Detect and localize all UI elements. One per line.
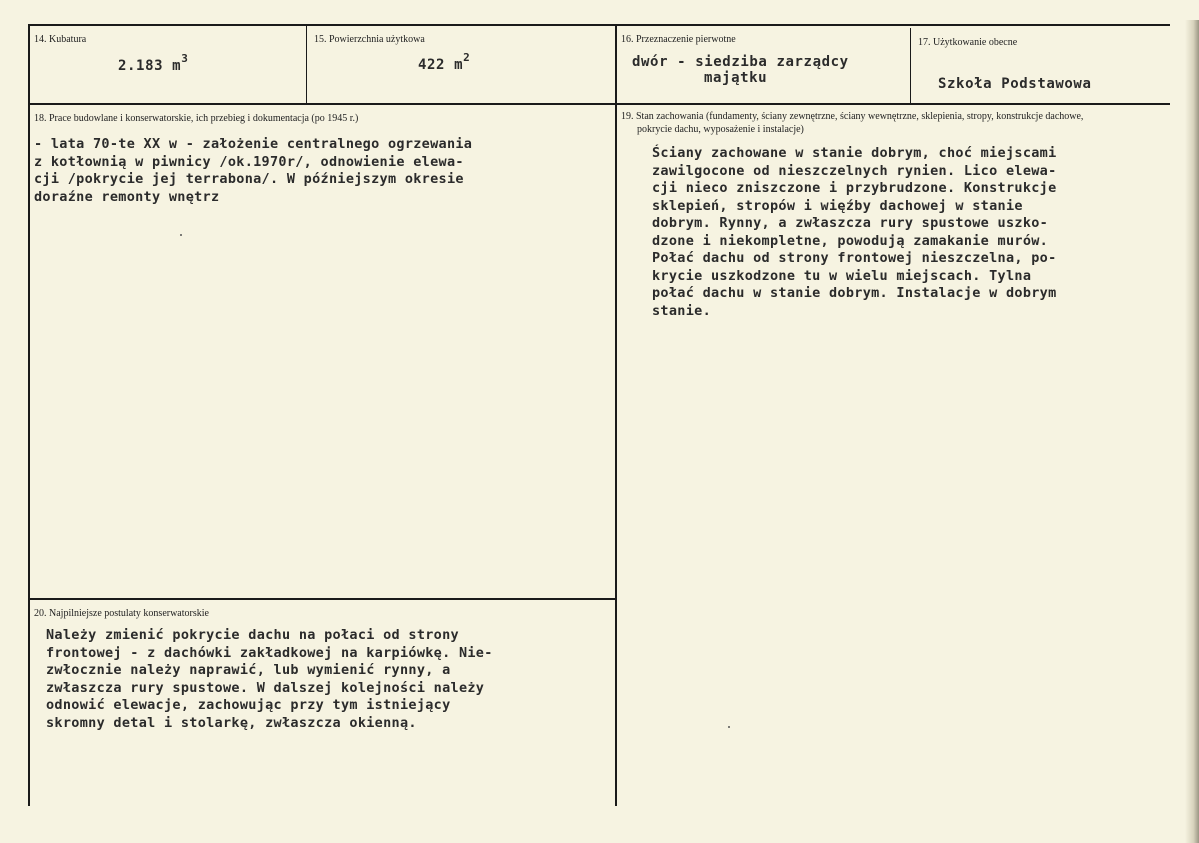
f20-line-4: zwłaszcza rury spustowe. W dalszej kolejności należy [46, 679, 485, 696]
f14-unit-exponent: 3 [181, 52, 189, 65]
f16-label: 16. Przeznaczenie pierwotne [621, 34, 736, 45]
f20-line-1: Należy zmienić pokrycie dachu na połaci od strony [46, 627, 459, 643]
f20-label: 20. Najpilniejsze postulaty konserwatorskie [34, 608, 209, 619]
f19-line-5: dobrym. Rynny, a zwłaszcza rury spustowe uszko- [652, 215, 1049, 231]
f18-line-3: cji /pokrycie jej terrabona/. W późniejszym okresie [34, 171, 464, 187]
row1-bottom-rule [28, 103, 1170, 105]
f18-line-2: z kotłownią w piwnicy /ok.1970r/, odnowienie elewa- [34, 153, 464, 170]
f20-text [46, 627, 493, 732]
f14-label: 14. Kubatura [34, 34, 87, 45]
f17-value: Szkoła Podstawowa [938, 76, 1092, 92]
f20-line-6: skromny detal i stolarkę, zwłaszcza okienną. [46, 714, 417, 731]
f18-line-4: doraźne remonty wnętrz [34, 188, 220, 205]
f15-value [418, 51, 470, 73]
f16-value-line-2: majątku [704, 70, 768, 86]
f19-line-6: dzone i niekompletne, powodują zamakanie murów. [652, 232, 1049, 249]
paper-speck [180, 234, 182, 236]
f19-line-8: krycie uszkodzone tu w wielu miejscach. Tylna [652, 267, 1032, 284]
left-border [28, 24, 30, 806]
f19-line-9: połać dachu w stanie dobrym. Instalacje w dobrym [652, 285, 1057, 301]
col3-divider-row1 [910, 28, 911, 104]
f15-value-text: 422 m [418, 57, 464, 73]
f19-line-2: zawilgocone od nieszczelnych rynien. Lico elewa- [652, 162, 1057, 179]
f16-value-line-1: dwór - siedziba zarządcy [632, 54, 849, 70]
f19-line-3: cji nieco zniszczone i przybrudzone. Konstrukcje [652, 180, 1057, 196]
f19-text [652, 145, 1057, 320]
paper-edge-shadow [1185, 20, 1199, 843]
col1-divider-row1 [306, 24, 307, 104]
f18-label: 18. Prace budowlane i konserwatorskie, ich przebieg i dokumentacja (po 1945 r.) [34, 113, 359, 124]
f19-line-10: stanie. [652, 302, 711, 319]
f20-line-2: frontowej - z dachówki zakładkowej na karpiówkę. Nie- [46, 644, 493, 661]
f18-line-1: - lata 70-te XX w - założenie centralnego ogrzewania [34, 136, 473, 152]
main-vertical-divider [615, 24, 617, 806]
f17-label: 17. Użytkowanie obecne [918, 37, 1018, 48]
f15-unit-exponent: 2 [463, 51, 471, 64]
f20-line-5: odnowić elewacje, zachowując przy tym istniejący [46, 697, 451, 713]
f20-top-rule [28, 598, 617, 600]
paper-speck [728, 726, 730, 728]
f14-value-text: 2.183 m [118, 58, 182, 74]
f19-label-line-2: pokrycie dachu, wyposażenie i instalacje) [637, 124, 804, 135]
f20-line-3: zwłocznie należy naprawić, lub wymienić rynny, a [46, 662, 451, 678]
f15-label: 15. Powierzchnia użytkowa [314, 34, 425, 45]
f14-value [118, 52, 188, 74]
top-border [28, 24, 1170, 26]
f19-line-1: Ściany zachowane w stanie dobrym, choć miejscami [652, 145, 1057, 161]
f18-text [34, 136, 472, 206]
f19-label-line-1: 19. Stan zachowania (fundamenty, ściany zewnętrzne, ściany wewnętrzne, sklepienia, stropy, konstrukcje dachowe, [621, 111, 1084, 122]
f19-line-7: Połać dachu od strony frontowej nieszczelna, po- [652, 250, 1057, 266]
f19-line-4: sklepień, stropów i więźby dachowej w stanie [652, 197, 1023, 214]
